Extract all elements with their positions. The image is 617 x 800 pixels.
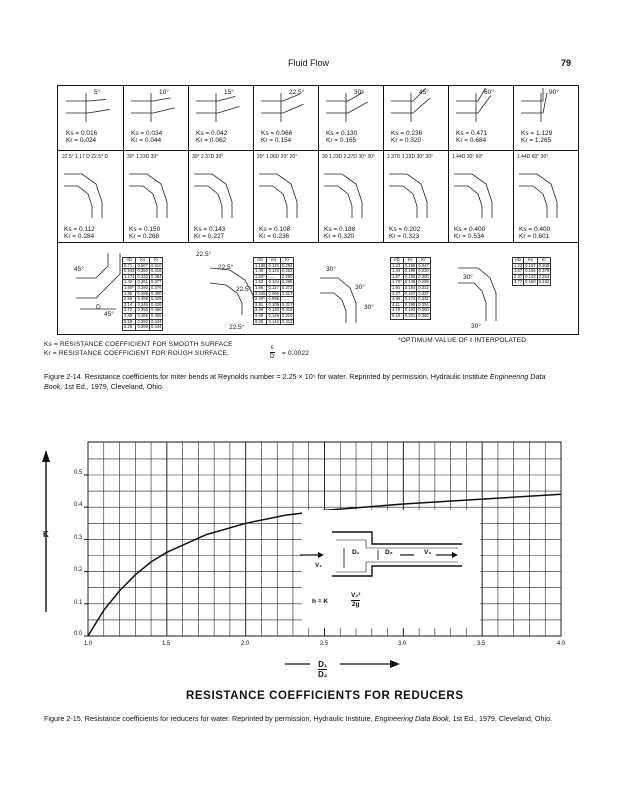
- table-cell: 0.272: [281, 284, 293, 290]
- bend-dimension-labels: 30° 1.23D 30°: [127, 154, 159, 160]
- table-cell: 1.63: [254, 280, 267, 286]
- table-cell: 0.252: [281, 268, 293, 274]
- x-tick-label: 3.5: [476, 641, 486, 647]
- table-cell: 0.261: [137, 279, 148, 285]
- angle-label: 30°: [471, 323, 481, 330]
- table-cell: 0.201: [404, 312, 416, 318]
- col-header: ℓ/D: [513, 258, 524, 264]
- table-cell: 2.96: [391, 297, 404, 303]
- table-cell: ......: [267, 274, 280, 280]
- k-axis-arrow-head: [42, 450, 50, 462]
- table-cell: 0.280: [137, 284, 148, 290]
- table-cell: 2.56: [123, 297, 136, 303]
- table-cell: 0.242: [538, 279, 550, 285]
- table-cell: 0.130: [268, 307, 279, 313]
- kr-value: Kr = 0.268: [129, 233, 160, 240]
- table-cell: 1.70*: [392, 279, 402, 285]
- table-cell: 0.120: [268, 262, 279, 268]
- caption-rest: 1st Ed., 1979, Cleveland, Ohio.: [64, 382, 164, 391]
- ks-value: Ks = 0.150: [129, 226, 161, 233]
- x-axis-label: [318, 660, 327, 679]
- table-cell: 0.392: [137, 318, 148, 324]
- figure-caption-2-15: [44, 714, 574, 724]
- bend-dimension-labels: 2.37D 1.23D 30° 30°: [387, 154, 433, 160]
- table-cell: 0.117: [268, 284, 279, 290]
- caption-text: Figure 2-15. Resistance coefficients for reducers for water. Reprinted by permission, Hydraulic Institute,: [44, 714, 373, 723]
- x-tick-label: 2.0: [240, 641, 250, 647]
- table-cell: 0.350: [137, 268, 148, 274]
- col-header: Ks: [403, 258, 416, 264]
- table-cell: 0.333: [137, 273, 148, 279]
- table-cell: 0.384: [150, 273, 162, 279]
- table-cell: 0.096: [268, 290, 279, 296]
- table-cell: 0.192: [404, 307, 416, 313]
- col-header: ℓ/D: [254, 258, 267, 264]
- kr-value: Kr = 0.236: [259, 233, 290, 240]
- col-header: Kr: [149, 258, 162, 264]
- table-cell: 0.190: [404, 301, 416, 307]
- kr-value: Kr = 0.154: [261, 137, 292, 144]
- table-cell: 0.142: [268, 318, 279, 324]
- kr-value: Kr = 0.284: [64, 233, 95, 240]
- col-header: ℓ/D: [391, 258, 404, 264]
- col-header: Ks: [267, 258, 280, 264]
- table-cell: 0.356: [137, 307, 148, 313]
- col-header: Kr: [417, 258, 430, 264]
- running-head: Fluid Flow: [288, 58, 330, 68]
- angle-label: 5°: [94, 89, 101, 96]
- angle-label: 30°: [354, 89, 364, 96]
- table-cell: 0.108: [268, 301, 279, 307]
- kr-value: Kr = 0.320: [391, 137, 422, 144]
- table-cell: 4.89: [123, 313, 136, 319]
- x-label-numerator: D₁: [318, 660, 328, 669]
- table-cell: 0.320: [418, 268, 429, 274]
- angle-label: 45°: [419, 89, 429, 96]
- bend-dimension-labels: 20° 1.06D 20° 20°: [257, 154, 298, 160]
- ks-value: Ks = 0.400: [454, 226, 486, 233]
- table-cell: 1.44: [391, 269, 404, 275]
- x-tick-label: 3.0: [397, 641, 407, 647]
- table-cell: 0.444: [150, 324, 162, 330]
- inset-v1: V₁: [315, 562, 323, 569]
- table-cell: 0.124: [268, 279, 279, 285]
- ks-value: Ks = 0.236: [391, 130, 423, 137]
- y-tick-label: 0.3: [74, 535, 83, 541]
- ks-value: Ks = 0.143: [194, 226, 226, 233]
- table-cell: 0.444: [150, 318, 162, 324]
- table-cell: 0.354: [418, 301, 429, 307]
- angle-label: 10°: [159, 89, 169, 96]
- angle-label: 90°: [549, 89, 559, 96]
- y-tick-label: 0.2: [74, 567, 83, 573]
- table-cell: 5.59: [123, 319, 136, 325]
- angle-label: 22.5°: [218, 264, 234, 271]
- table-cell: 0.317: [281, 301, 293, 307]
- legend-rough: Kr = RESISTANCE COEFFICIENT FOR ROUGH SURFACE,: [44, 350, 230, 357]
- table-cell: 1.67: [514, 268, 523, 274]
- table-cell: 1.23: [391, 263, 404, 269]
- table-cell: 1.186: [255, 262, 266, 268]
- eps-value: = 0.0022: [282, 350, 310, 357]
- bend-dimension-labels: 22.5° 1.17 D 22.5° D: [62, 154, 108, 160]
- table-cell: 2.325: [255, 290, 266, 296]
- ks-value: Ks = 1.129: [521, 130, 553, 137]
- y-axis-label: K: [43, 530, 49, 539]
- table-cell: 3.14: [123, 302, 136, 308]
- table-cell: 0.313: [281, 318, 293, 324]
- kr-value: Kr = 0.227: [194, 233, 225, 240]
- table-cell: 0.095: [268, 296, 279, 302]
- inset-formula-lhs: h = K: [312, 598, 329, 605]
- x-tick-label: 4.0: [556, 641, 566, 647]
- kr-value: Kr = 0.044: [131, 137, 162, 144]
- table-cell: 0.389: [137, 312, 148, 318]
- table-cell: 0.195: [404, 262, 416, 268]
- table-cell: 0.455: [150, 312, 162, 318]
- inset-d2: D₂: [385, 549, 393, 556]
- table-cell: 0.310: [281, 312, 293, 318]
- angle-label: 30°: [463, 274, 473, 281]
- ks-value: Ks = 0.202: [389, 226, 421, 233]
- table-cell: 0.143: [525, 273, 536, 279]
- table-cell: 0.342: [418, 296, 429, 302]
- table-cell: 1.50*: [254, 274, 267, 280]
- table-cell: 0.376: [150, 284, 162, 290]
- table-cell: 0.460: [150, 307, 162, 313]
- table-cell: 0.289: [137, 290, 148, 296]
- inset-v2: V₂: [424, 549, 432, 556]
- inset-formula-fraction: [351, 592, 360, 609]
- angle-label: 22.5°: [229, 324, 245, 331]
- table-cell: 0.300: [418, 273, 429, 279]
- angle-label: 30°: [364, 304, 374, 311]
- eps-denominator: D: [270, 353, 275, 360]
- kr-value: Kr = 1.265: [521, 137, 552, 144]
- table-cell: 1.42: [123, 280, 136, 286]
- table-cell: 0.390: [150, 290, 162, 296]
- formula-numerator: V₂²: [351, 592, 361, 599]
- ks-value: Ks = 0.188: [324, 226, 356, 233]
- table-cell: 0.337: [418, 290, 429, 296]
- ks-value: Ks = 0.112: [64, 226, 95, 233]
- table-cell: 0.346: [137, 301, 148, 307]
- table-cell: 0.150: [404, 273, 416, 279]
- bend-dimension-labels: 30° 2.37D 30°: [192, 154, 224, 160]
- ks-value: Ks = 0.400: [519, 226, 551, 233]
- table-cell: 0.318: [281, 307, 293, 313]
- col-header: ℓ/D: [123, 258, 136, 264]
- angle-label: 30°: [355, 284, 365, 291]
- table-cell: 4.70: [391, 308, 404, 314]
- table-cell: 2.37: [391, 291, 404, 297]
- kr-value: Kr = 0.062: [196, 137, 227, 144]
- table-cell: 0.266: [281, 279, 293, 285]
- table-cell: 1.86: [254, 285, 267, 291]
- table-cell: 0.156: [525, 268, 536, 274]
- col-header: Ks: [524, 258, 537, 264]
- ks-value: Ks = 0.471: [456, 130, 488, 137]
- kr-value: Kr = 0.320: [324, 233, 355, 240]
- eps-numerator: ε: [270, 344, 274, 351]
- table-cell: 1.174: [124, 273, 135, 279]
- y-tick-label: 0.1: [74, 600, 83, 606]
- table-cell: 0.510: [150, 262, 162, 268]
- page-number: 79: [561, 58, 572, 68]
- x-tick-label: 2.5: [319, 641, 329, 647]
- caption-text: Figure 2-14. Resistance coefficients for miter bends at Reynolds number = 2.25 × 10⁵ for water. Reprinted by permission, Hydraulic Institute: [44, 372, 488, 381]
- ks-value: Ks = 0.066: [261, 130, 293, 137]
- table-cell: 0.360: [418, 312, 429, 318]
- table-cell: 4.65: [254, 313, 267, 319]
- table-cell: 1.86: [123, 291, 136, 297]
- table-cell: 0.300: [538, 262, 550, 268]
- table-cell: 0.125: [268, 268, 279, 274]
- inset-d1: D₁: [352, 549, 360, 556]
- table-cell: 2.37: [514, 273, 523, 279]
- table-cell: 0.157: [525, 262, 536, 268]
- table-cell: 6.10: [391, 313, 404, 319]
- kr-value: Kr = 0.601: [519, 233, 550, 240]
- col-header: Kr: [537, 258, 550, 264]
- table-cell: 4.11: [391, 302, 404, 308]
- x-tick-label: 1.5: [161, 641, 171, 647]
- caption-book: Engineering Data Book,: [374, 714, 451, 723]
- angle-label: 22.5°: [196, 251, 212, 258]
- table-cell: 0.160: [525, 279, 536, 285]
- table-cell: 0.377: [150, 279, 162, 285]
- y-tick-label: 0.0: [74, 631, 83, 637]
- table-cell: 0.356: [137, 296, 148, 302]
- x-arrow-head: [390, 660, 400, 668]
- table-cell: 0.943: [124, 268, 135, 274]
- kr-value: Kr = 0.323: [389, 233, 420, 240]
- caption-book: Engineering Data Book,: [44, 372, 546, 391]
- caption-rest: 1st Ed., 1979, Cleveland, Ohio.: [452, 714, 553, 723]
- table-cell: 0.172: [404, 296, 416, 302]
- table-cell: 1.40: [254, 269, 267, 275]
- table-cell: 2.40*: [254, 297, 267, 303]
- inset-background: [302, 510, 480, 628]
- angle-label: 22.5°: [289, 89, 305, 96]
- table-cell: 0.167: [404, 290, 416, 296]
- y-tick-label: 0.4: [74, 502, 83, 508]
- table-cell: 0.299: [418, 279, 429, 285]
- table-cell: 1.50*: [123, 285, 136, 291]
- kr-value: Kr = 0.165: [326, 137, 357, 144]
- table-cell: 0.149: [404, 279, 416, 285]
- table-cell: 0.347: [418, 262, 429, 268]
- kr-value: Kr = 0.024: [66, 137, 97, 144]
- table-cell: 0.196: [404, 268, 416, 274]
- table-cell: 0.426: [150, 301, 162, 307]
- ks-value: Ks = 0.034: [131, 130, 163, 137]
- table-cell: 0.264: [538, 273, 550, 279]
- table-cell: 0.360: [418, 307, 429, 313]
- table-cell: 3.72: [123, 308, 136, 314]
- angle-label: 45°: [74, 266, 84, 273]
- table-cell: 0.429: [150, 296, 162, 302]
- table-cell: 3.77: [514, 279, 523, 285]
- angle-label: 22.5°: [236, 286, 252, 293]
- table-cell: 0.312: [418, 284, 429, 290]
- table-cell: 6.28: [123, 325, 136, 331]
- chart-title: RESISTANCE COEFFICIENTS FOR REDUCERS: [186, 690, 464, 702]
- bend-dimension-labels: 1.44D 30° 60°: [452, 154, 484, 160]
- angle-label: 60°: [484, 89, 494, 96]
- table-cell: 0.250: [281, 273, 293, 279]
- y-tick-label: 0.5: [74, 470, 83, 476]
- angle-label: 15°: [224, 89, 234, 96]
- optimum-note: *OPTIMUM VALUE OF ℓ INTERPOLATED: [398, 337, 527, 344]
- table-cell: 0.148: [268, 312, 279, 318]
- table-cell: 1.23: [514, 262, 523, 268]
- table-cell: ......: [280, 297, 293, 303]
- legend-smooth: Ks = RESISTANCE COEFFICIENT FOR SMOOTH SURFACE: [44, 341, 233, 348]
- ks-value: Ks = 0.042: [196, 130, 228, 137]
- table-cell: 0.399: [137, 324, 148, 330]
- table-cell: 0.415: [150, 268, 162, 274]
- table-cell: 0.317: [281, 290, 293, 296]
- col-header: Kr: [280, 258, 293, 264]
- angle-label: 45°: [104, 311, 114, 318]
- angle-label: 30°: [326, 266, 336, 273]
- x-label-denominator: D₂: [318, 670, 328, 679]
- table-cell: 3.49: [254, 308, 267, 314]
- table-cell: 1.91: [391, 285, 404, 291]
- table-cell: 0.507: [137, 262, 148, 268]
- formula-denominator: 2g: [351, 601, 360, 608]
- ks-value: Ks = 0.130: [326, 130, 358, 137]
- table-cell: 0.154: [404, 284, 416, 290]
- bend-dimension-labels: 1.44D 60° 30°: [517, 154, 549, 160]
- ks-value: Ks = 0.016: [66, 130, 98, 137]
- table-cell: 0.294: [281, 262, 293, 268]
- diameter-label: D: [96, 304, 101, 311]
- table-cell: 6.05: [254, 319, 267, 325]
- kr-value: Kr = 0.534: [454, 233, 485, 240]
- table-cell: 1.67: [391, 274, 404, 280]
- col-header: Ks: [136, 258, 149, 264]
- table-cell: 0.378: [538, 268, 550, 274]
- ks-value: Ks = 0.108: [259, 226, 291, 233]
- x-tick-label: 1.0: [83, 641, 93, 647]
- bend-dimension-labels: 30 1.23D 2.37D 30° 30°: [322, 154, 375, 160]
- table-cell: 2.91: [254, 302, 267, 308]
- kr-value: Kr = 0.684: [456, 137, 487, 144]
- table-cell: 0.71: [123, 263, 136, 269]
